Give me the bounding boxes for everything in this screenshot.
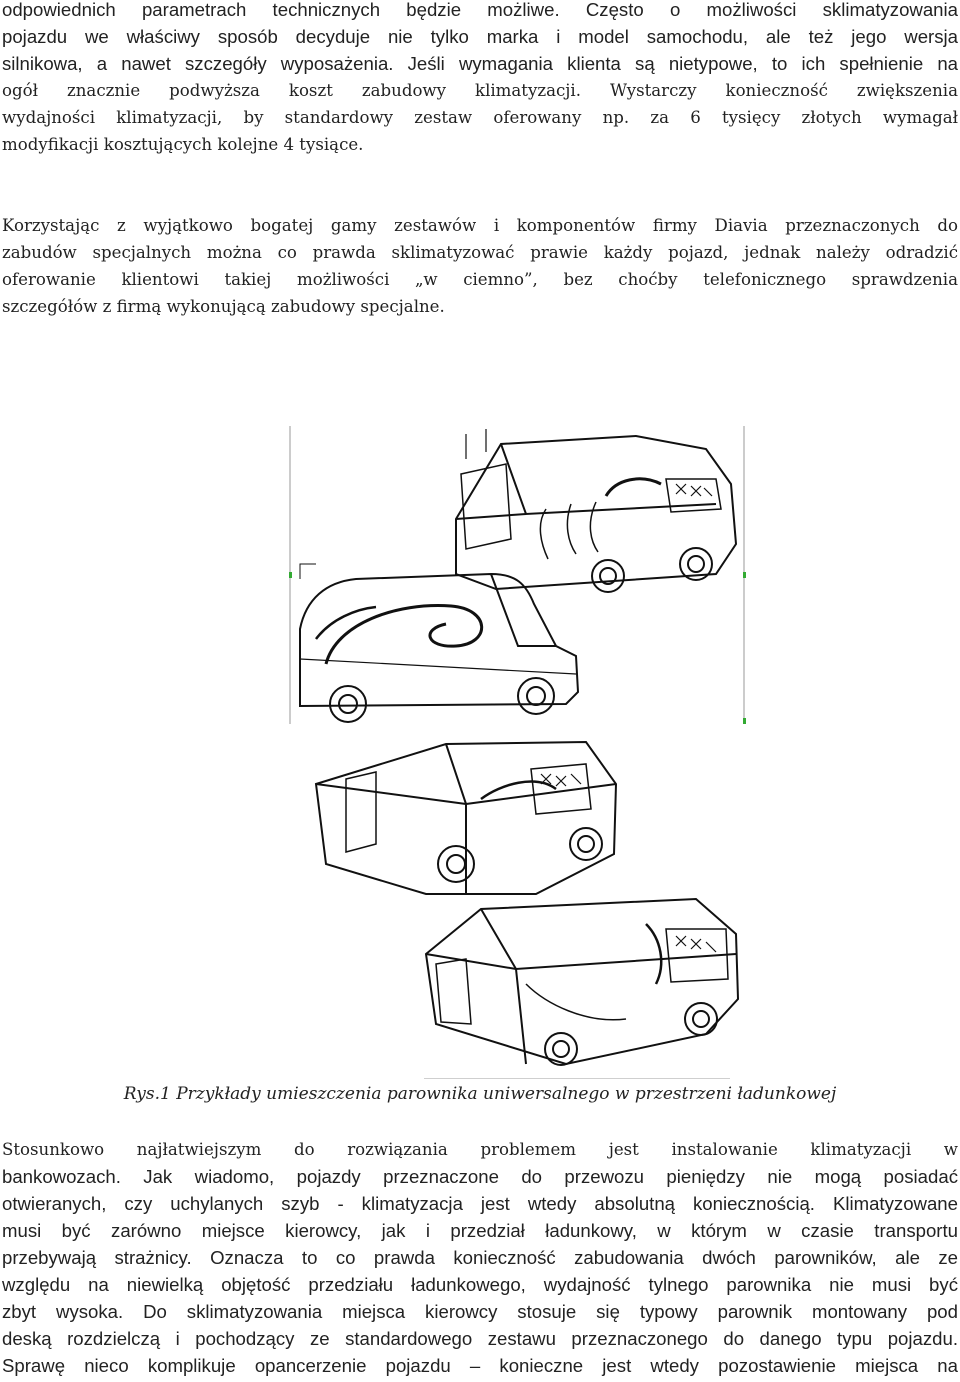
- text-line: wydajności klimatyzacji, by standardowy zestaw oferowany np. za 6 tysięcy złotych wymagał: [2, 108, 958, 127]
- caption-divider: [424, 1078, 730, 1079]
- text-line: przebywają strażnicy. Oznacza to co prawda konieczność zabudowania dwóch parowników, ale ze: [2, 1247, 958, 1268]
- paragraph-technical-parameters: [2, 0, 958, 158]
- text-line: pojazdu we właściwy sposób decyduje nie tylko marka i model samochodu, ale też jego wersja: [2, 26, 958, 47]
- text-line: otwieranych, czy uchylanych szyb - klimatyzacja jest wtedy absolutną koniecznością. Klimatyzowane: [2, 1193, 958, 1214]
- van-cutaway-rear-evaporator: [456, 429, 736, 592]
- text-line: ogół znacznie podwyższa koszt zabudowy klimatyzacji. Wystarczy konieczność zwiększenia: [2, 81, 958, 100]
- figure-van-evaporator-illustrations: [286, 424, 756, 1084]
- text-line: oferowanie klientowi takiej możliwości „w ciemno”, bez choćby telefonicznego sprawdzenia: [2, 270, 958, 289]
- text-line: Stosunkowo najłatwiejszym do rozwiązania problemem jest instalowanie klimatyzacji w: [2, 1140, 958, 1159]
- paragraph-bankowozy: [2, 1136, 958, 1379]
- text-line: modyfikacji kosztujących kolejne 4 tysiące.: [2, 135, 364, 154]
- text-line: zabudów specjalnych można co prawda sklimatyzować prawie każdy pojazd, jednak należy odradzić: [2, 243, 958, 262]
- text-line: deską rozdzielczą i pochodzący ze standardowego zestawu przeznaczonego do danego typu pojazdu.: [2, 1328, 958, 1349]
- text-line: Korzystając z wyjątkowo bogatej gamy zestawów i komponentów firmy Diavia przeznaczonych do: [2, 216, 958, 235]
- text-line: Sprawę nieco komplikuje opancerzenie pojazdu – konieczne jest wtedy pozostawienie miejsca na: [2, 1355, 958, 1376]
- paragraph-diavia: [2, 212, 958, 320]
- text-line: musi być zarówno miejsce kierowcy, jak i przedział ładunkowy, w którym w czasie transportu: [2, 1220, 958, 1241]
- van-cutaway-rear: [426, 899, 738, 1065]
- text-line: bankowozach. Jak wiadomo, pojazdy przeznaczone do przewozu pieniędzy nie mogą posiadać: [2, 1166, 958, 1187]
- van-cutaway-front: [316, 742, 616, 894]
- text-line: silnikowa, a nawet szczegóły wyposażenia. Jeśli wymagania klienta są nietypowe, to ich spełnienie na: [2, 53, 958, 74]
- figure-caption: Rys.1 Przykłady umieszczenia parownika uniwersalnego w przestrzeni ładunkowej: [123, 1084, 837, 1104]
- text-line: względu na niewielką objętość przedziału ładunkowego, wydajność tylnego parownika nie musi być: [2, 1274, 958, 1295]
- van-side-airflow: [300, 564, 578, 722]
- text-line: zbyt wysoka. Do sklimatyzowania miejsca kierowcy stosuje się typowy parownik montowany pod: [2, 1301, 958, 1322]
- text-line: odpowiednich parametrach technicznych będzie możliwe. Często o możliwości sklimatyzowania: [2, 0, 958, 20]
- text-line: szczegółów z firmą wykonującą zabudowy specjalne.: [2, 297, 445, 316]
